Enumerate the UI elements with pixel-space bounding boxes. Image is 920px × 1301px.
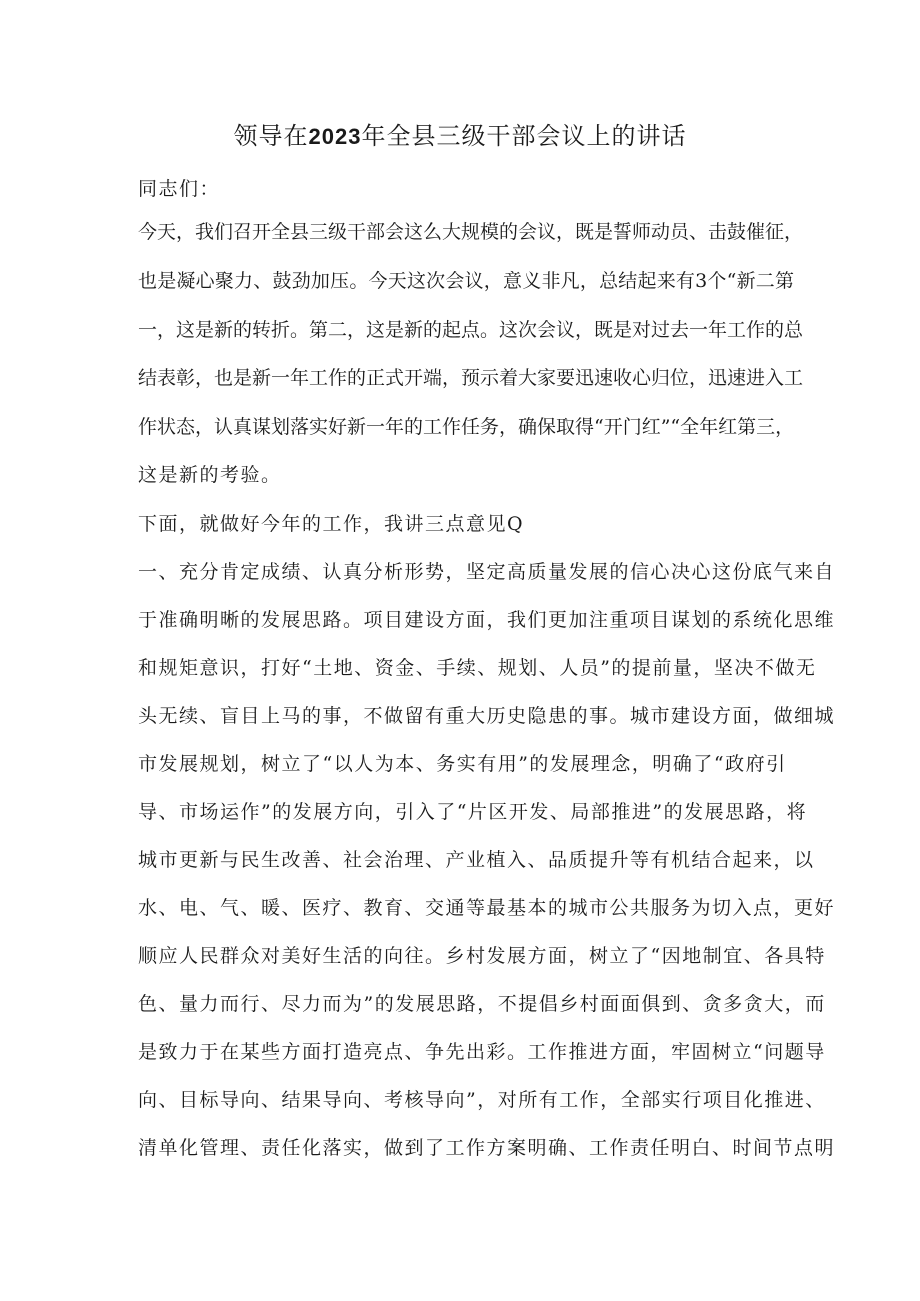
title-prefix: 领导在 <box>233 122 309 150</box>
para3-line: 城市更新与民生改善、社会治理、产业植入、品质提升等有机结合起来，以 <box>138 849 815 871</box>
para3-line: 清单化管理、责任化落实，做到了工作方案明确、工作责任明白、时间节点明 <box>138 1137 836 1159</box>
para1-line: 也是凝心聚力、鼓劲加压。今天这次会议，意义非凡，总结起来有3个“新二第 <box>138 270 794 292</box>
para3-line: 是致力于在某些方面打造亮点、争先出彩。工作推进方面，牢固树立“问题导 <box>138 1041 826 1063</box>
para3-line: 色、量力而行、尽力而为”的发展思路，不提倡乡村面面俱到、贪多贪大，而 <box>138 993 826 1015</box>
para1-line: 一，这是新的转折。第二，这是新的起点。这次会议，既是对过去一年工作的总 <box>138 319 804 341</box>
para3-line: 向、目标导向、结果导向、考核导向”，对所有工作，全部实行项目化推进、 <box>138 1089 826 1111</box>
para3-line: 一、充分肯定成绩、认真分析形势，坚定高质量发展的信心决心这份底气来自 <box>138 561 836 583</box>
para2-line: 下面，就做好今年的工作，我讲三点意见Q <box>138 513 525 535</box>
para3-line: 市发展规划，树立了“以人为本、务实有用”的发展理念，明确了“政府引 <box>138 753 787 775</box>
para1-line: 作状态，认真谋划落实好新一年的工作任务，确保取得“开门红”“全年红第三， <box>138 416 795 438</box>
para1-line: 今天，我们召开全县三级干部会这么大规模的会议，既是誓师动员、击鼓催征， <box>138 221 804 243</box>
para1-line: 结表彰，也是新一年工作的正式开端，预示着大家要迅速收心归位，迅速进入工 <box>138 367 804 389</box>
para3-line: 于准确明晰的发展思路。项目建设方面，我们更加注重项目谋划的系统化思维 <box>138 609 836 631</box>
para3-line: 顺应人民群众对美好生活的向往。乡村发展方面，树立了“因地制宜、各具特 <box>138 945 826 967</box>
para3-line: 导、市场运作”的发展方向，引入了“片区开发、局部推进”的发展思路，将 <box>138 801 808 823</box>
document-title <box>0 116 920 157</box>
para3-line: 头无续、盲目上马的事，不做留有重大历史隐患的事。城市建设方面，做细城 <box>138 705 836 727</box>
title-suffix: 年全县三级干部会议上的讲话 <box>361 122 687 150</box>
salutation: 同志们： <box>138 178 221 200</box>
para3-line: 水、电、气、暖、医疗、教育、交通等最基本的城市公共服务为切入点，更好 <box>138 897 836 919</box>
para1-line: 这是新的考验。 <box>138 464 282 486</box>
para3-line: 和规矩意识，打好“土地、资金、手续、规划、人员”的提前量，坚决不做无 <box>138 657 817 679</box>
title-year: 2023 <box>308 124 362 149</box>
